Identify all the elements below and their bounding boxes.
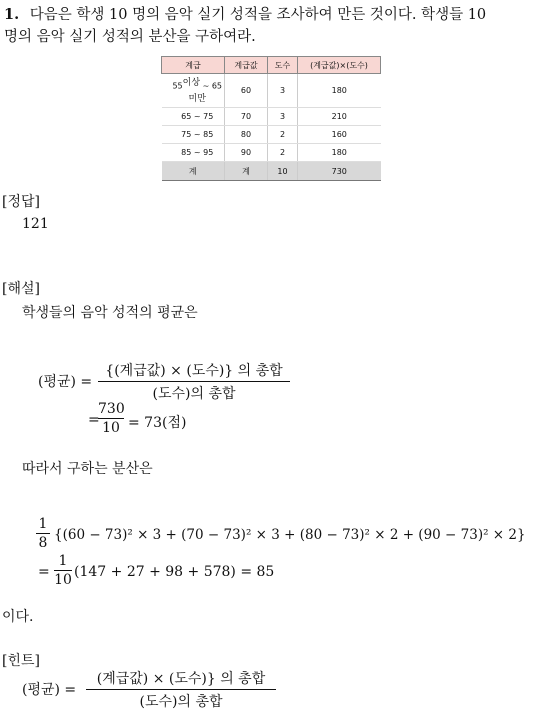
table-header-row bbox=[162, 57, 381, 74]
var2-fraction bbox=[54, 553, 72, 588]
table-cell: 80 bbox=[225, 126, 268, 144]
hint-numerator: (계급값) × (도수)} 의 총합 bbox=[96, 671, 266, 687]
question-line-1 bbox=[4, 3, 486, 24]
eq2-prefix: = bbox=[88, 412, 100, 428]
table-cell: 10 bbox=[268, 162, 298, 181]
variance-intro: 따라서 구하는 분산은 bbox=[22, 461, 153, 477]
table-cell: 계 bbox=[162, 162, 225, 181]
table-cell: 180 bbox=[298, 74, 381, 108]
table-row bbox=[162, 108, 381, 126]
table-cell: 65 ~ 75 bbox=[162, 108, 225, 126]
eq2-denominator: 10 bbox=[102, 420, 120, 436]
frequency-table bbox=[161, 56, 381, 181]
fraction-bar bbox=[98, 381, 290, 382]
question-text-1: 다음은 학생 10 명의 음악 실기 성적을 조사하여 만든 것이다. 학생들 10 bbox=[29, 7, 487, 23]
var-denominator: 8 bbox=[38, 535, 48, 551]
table-cell: 60 bbox=[225, 74, 268, 108]
table-cell-class: $55^{이상}$ ~ $65^{미만}$ bbox=[162, 74, 225, 108]
table-cell: 3 bbox=[268, 108, 298, 126]
table-cell: 730 bbox=[298, 162, 381, 181]
table-cell: 90 bbox=[225, 144, 268, 162]
table-cell: 2 bbox=[268, 126, 298, 144]
table-cell: 2 bbox=[268, 144, 298, 162]
table-cell: 160 bbox=[298, 126, 381, 144]
eq2-rest: = 73(점) bbox=[128, 415, 187, 431]
table-cell: 계 bbox=[225, 162, 268, 181]
var-fraction bbox=[36, 516, 50, 551]
explanation-intro: 학생들의 음악 성적의 평균은 bbox=[22, 305, 198, 321]
var2-denominator: 10 bbox=[54, 572, 72, 588]
table-cell: 210 bbox=[298, 108, 381, 126]
explanation-ending: 이다. bbox=[2, 609, 34, 625]
eq2-numerator: 730 bbox=[98, 401, 125, 417]
answer-value: 121 bbox=[22, 216, 49, 232]
hint-label: [힌트] bbox=[2, 653, 40, 669]
table-header-cell: 계급 bbox=[162, 57, 225, 74]
mean-lhs: (평균) = bbox=[38, 374, 93, 390]
explanation-label: [해설] bbox=[2, 281, 40, 297]
answer-label: [정답] bbox=[2, 194, 40, 210]
question-number: 1. bbox=[4, 6, 20, 23]
fraction-bar bbox=[36, 533, 50, 534]
table-cell: 180 bbox=[298, 144, 381, 162]
table-total-row bbox=[162, 162, 381, 181]
table-header-cell: (계급값)×(도수) bbox=[298, 57, 381, 74]
mean-fraction bbox=[98, 360, 290, 403]
table-row bbox=[162, 144, 381, 162]
fraction-bar bbox=[98, 418, 124, 419]
table-cell: 70 bbox=[225, 108, 268, 126]
fraction-bar bbox=[54, 570, 72, 571]
table-row bbox=[162, 126, 381, 144]
var-numerator: 1 bbox=[38, 516, 48, 532]
var2-prefix: = bbox=[38, 564, 50, 580]
hint-denominator: (도수)의 총합 bbox=[139, 694, 223, 710]
table-cell: 75 ~ 85 bbox=[162, 126, 225, 144]
mean-numerator: {(계급값) × (도수)} 의 총합 bbox=[105, 363, 283, 379]
table-cell: 3 bbox=[268, 74, 298, 108]
fraction-bar bbox=[86, 689, 276, 690]
var2-rest: (147 + 27 + 98 + 578) = 85 bbox=[74, 564, 275, 580]
table-row bbox=[162, 74, 381, 108]
question-line-2: 명의 음악 실기 성적의 분산을 구하여라. bbox=[4, 29, 256, 45]
table-header-cell: 계급값 bbox=[225, 57, 268, 74]
variance-expression: {(60 − 73)² × 3 + (70 − 73)² × 3 + (80 − 73)² × 2 + (90 − 73)² × 2} bbox=[54, 527, 526, 543]
hint-lhs: (평균) = bbox=[22, 682, 77, 698]
eq2-fraction bbox=[98, 401, 124, 436]
table-cell: 85 ~ 95 bbox=[162, 144, 225, 162]
table-header-cell: 도수 bbox=[268, 57, 298, 74]
var2-numerator: 1 bbox=[58, 553, 68, 569]
mean-denominator: (도수)의 총합 bbox=[152, 386, 236, 402]
